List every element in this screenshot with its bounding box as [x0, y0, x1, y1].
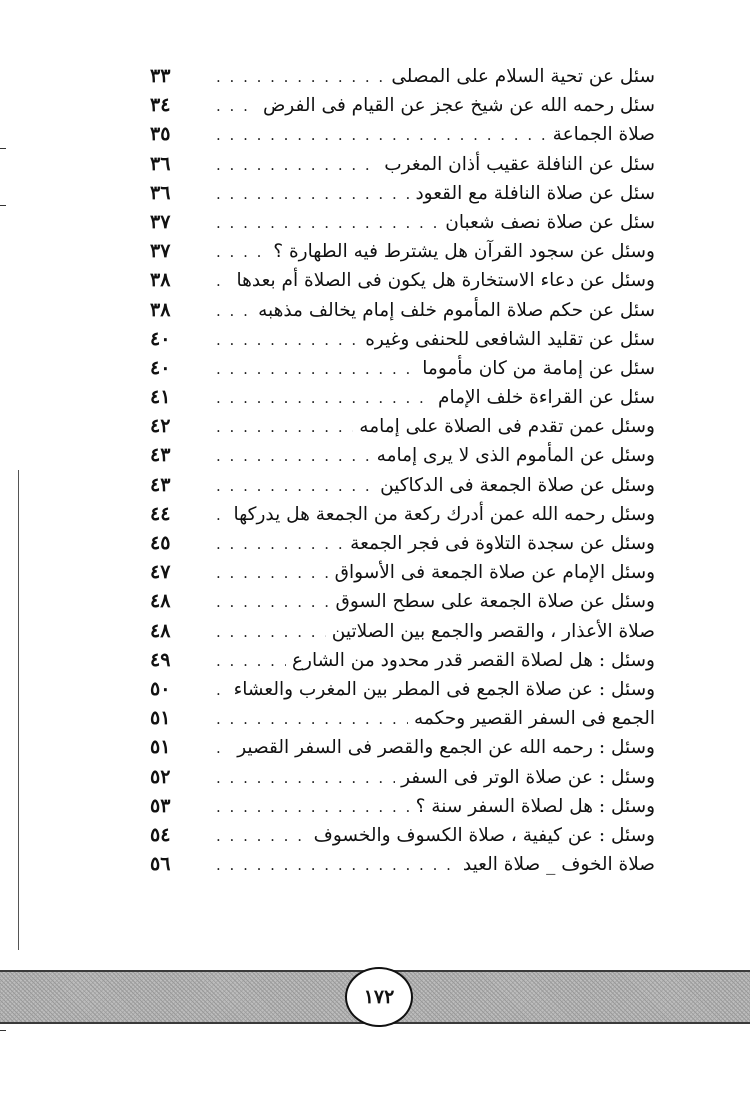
dot-leader: [216, 710, 408, 728]
toc-entry-title: سئل عن تحية السلام على المصلى: [391, 66, 655, 87]
toc-entry-title: وسئل عن صلاة الجمعة على سطح السوق: [335, 591, 655, 613]
toc-entry: [150, 821, 655, 850]
dot-leader: [216, 856, 457, 874]
dot-leader: [216, 156, 378, 174]
toc-entry: [150, 208, 655, 237]
toc-entry: [150, 179, 655, 208]
toc-entry: [150, 441, 655, 470]
toc-entry-title: سئل عن تقليد الشافعى للحنفى وغيره: [365, 328, 655, 350]
dot-leader: [216, 185, 409, 203]
toc-entry: [150, 296, 655, 325]
toc-entry-title: وسئل رحمه الله عمن أدرك ركعة من الجمعة هل يدركها: [233, 503, 655, 525]
toc-entry-page: ٤٣: [150, 444, 171, 467]
toc-entry-page: ٣٦: [150, 181, 171, 204]
toc-entry: [150, 850, 655, 879]
toc-entry-title: سئل عن القراءة خلف الإمام: [437, 387, 655, 409]
toc-entry-page: ٥٦: [150, 853, 171, 876]
toc-entry-title: وسئل : هل لصلاة السفر سنة ؟: [415, 795, 655, 817]
toc-entry: [150, 763, 655, 792]
margin-tick: [0, 1030, 6, 1031]
dot-leader: [216, 360, 416, 378]
toc-entry-title: صلاة الأعذار ، والقصر والجمع بين الصلاتين: [331, 620, 655, 642]
toc-entry: [150, 733, 655, 762]
toc-entry-page: ٣٨: [150, 269, 171, 292]
toc-entry-title: صلاة الجماعة: [552, 124, 655, 146]
toc-entry-page: ٥٢: [150, 765, 171, 788]
toc-entry: [150, 354, 655, 383]
toc-entry-page: ٤٩: [150, 648, 171, 671]
toc-entry-title: سئل عن النافلة عقيب أذان المغرب: [384, 153, 655, 175]
toc-entry-title: سئل رحمه الله عن شيخ عجز عن القيام فى الفرض: [262, 95, 655, 117]
toc-entry-page: ٥٤: [150, 823, 171, 846]
toc-entry: [150, 675, 655, 704]
toc-entry-page: ٥١: [150, 736, 171, 759]
dot-leader: [216, 798, 410, 816]
toc-entry: [150, 587, 655, 616]
dot-leader: [216, 652, 286, 670]
dot-leader: [216, 564, 329, 582]
toc-entry-title: سئل عن إمامة من كان مأموما: [422, 357, 655, 379]
toc-entry-page: ٤٢: [150, 415, 171, 438]
toc-entry: [150, 646, 655, 675]
page-number: ١٧٢: [363, 986, 395, 1008]
toc-entry-page: ٤٣: [150, 473, 171, 496]
toc-entry-page: ٤١: [150, 386, 171, 409]
toc-entry: [150, 704, 655, 733]
toc-entry-title: وسئل : عن صلاة الجمع فى المطر بين المغرب والعشاء: [233, 678, 655, 700]
margin-tick: [0, 205, 6, 206]
margin-tick: [0, 148, 6, 149]
dot-leader: [216, 214, 439, 232]
dot-leader: [216, 769, 395, 787]
dot-leader: [216, 593, 329, 611]
toc-entry: [150, 325, 655, 354]
toc-entry-page: ٤٠: [150, 356, 171, 379]
toc-entry: [150, 266, 655, 295]
toc-entry: [150, 617, 655, 646]
margin-rule: [18, 470, 19, 950]
toc-entry-title: وسئل : رحمه الله عن الجمع والقصر فى السفر القصير: [237, 737, 655, 759]
toc-entry-page: ٥٣: [150, 794, 171, 817]
toc-entry-title: سئل عن صلاة نصف شعبان: [445, 211, 655, 233]
dot-leader: [216, 418, 353, 436]
toc-entry-page: ٣٦: [150, 152, 171, 175]
toc-entry: [150, 91, 655, 120]
toc-entry-title: وسئل : عن صلاة الوتر فى السفر: [401, 766, 655, 788]
toc-entry-page: ٣٣: [150, 65, 171, 87]
toc-entry-title: سئل عن صلاة النافلة مع القعود: [415, 182, 655, 204]
dot-leader: [216, 126, 547, 144]
dot-leader: [216, 535, 344, 553]
toc-entry: [150, 150, 655, 179]
dot-leader: [216, 272, 230, 290]
toc-entry-page: ٤٨: [150, 619, 171, 642]
dot-leader: [216, 302, 252, 320]
page-number-badge: [345, 967, 413, 1027]
toc-entry-page: ٤٧: [150, 561, 171, 584]
toc-entry-page: ٥١: [150, 707, 171, 730]
table-of-contents: [150, 62, 655, 879]
toc-entry-title: وسئل عن صلاة الجمعة فى الدكاكين: [380, 474, 655, 496]
toc-entry-title: وسئل الإمام عن صلاة الجمعة فى الأسواق: [334, 562, 655, 584]
dot-leader: [216, 68, 385, 86]
toc-entry-page: ٤٥: [150, 532, 171, 554]
toc-entry-page: ٣٨: [150, 298, 171, 321]
dot-leader: [216, 506, 228, 524]
toc-entry: [150, 529, 655, 558]
toc-entry-title: صلاة الخوف _ صلاة العيد: [462, 854, 655, 876]
toc-entry-title: وسئل : عن كيفية ، صلاة الكسوف والخسوف: [313, 824, 655, 846]
toc-entry-title: وسئل عمن تقدم فى الصلاة على إمامه: [359, 416, 655, 438]
toc-entry: [150, 471, 655, 500]
toc-entry-page: ٣٧: [150, 240, 171, 263]
toc-entry-page: ٣٥: [150, 123, 171, 146]
toc-entry-title: سئل عن حكم صلاة المأموم خلف إمام يخالف مذهبه: [258, 299, 655, 321]
toc-entry-page: ٤٨: [150, 590, 171, 613]
toc-entry-title: الجمع فى السفر القصير وحكمه: [413, 708, 655, 730]
toc-entry-title: وسئل عن دعاء الاستخارة هل يكون فى الصلاة أم بعدها: [236, 270, 655, 292]
toc-entry: [150, 237, 655, 266]
toc-entry-page: ٥٠: [150, 677, 171, 700]
dot-leader: [216, 681, 228, 699]
toc-entry: [150, 383, 655, 412]
toc-entry-page: ٣٧: [150, 210, 171, 233]
dot-leader: [216, 739, 231, 757]
toc-entry-page: ٣٤: [150, 94, 171, 117]
toc-entry: [150, 120, 655, 149]
dot-leader: [216, 827, 308, 845]
toc-entry-title: وسئل عن سجود القرآن هل يشترط فيه الطهارة ؟: [273, 241, 655, 263]
dot-leader: [216, 243, 267, 261]
toc-entry-page: ٤٠: [150, 327, 171, 350]
toc-entry-title: وسئل عن سجدة التلاوة فى فجر الجمعة: [350, 533, 655, 554]
dot-leader: [216, 331, 359, 349]
toc-entry: [150, 412, 655, 441]
toc-entry: [150, 558, 655, 587]
toc-entry-title: وسئل عن المأموم الذى لا يرى إمامه: [376, 445, 655, 467]
toc-entry: [150, 62, 655, 91]
toc-entry: [150, 792, 655, 821]
dot-leader: [216, 389, 432, 407]
dot-leader: [216, 447, 371, 465]
toc-entry: [150, 500, 655, 529]
toc-entry-page: ٤٤: [150, 502, 171, 525]
dot-leader: [216, 477, 374, 495]
dot-leader: [216, 97, 257, 115]
toc-entry-title: وسئل : هل لصلاة القصر قدر محدود من الشارع: [292, 649, 655, 671]
dot-leader: [216, 623, 326, 641]
